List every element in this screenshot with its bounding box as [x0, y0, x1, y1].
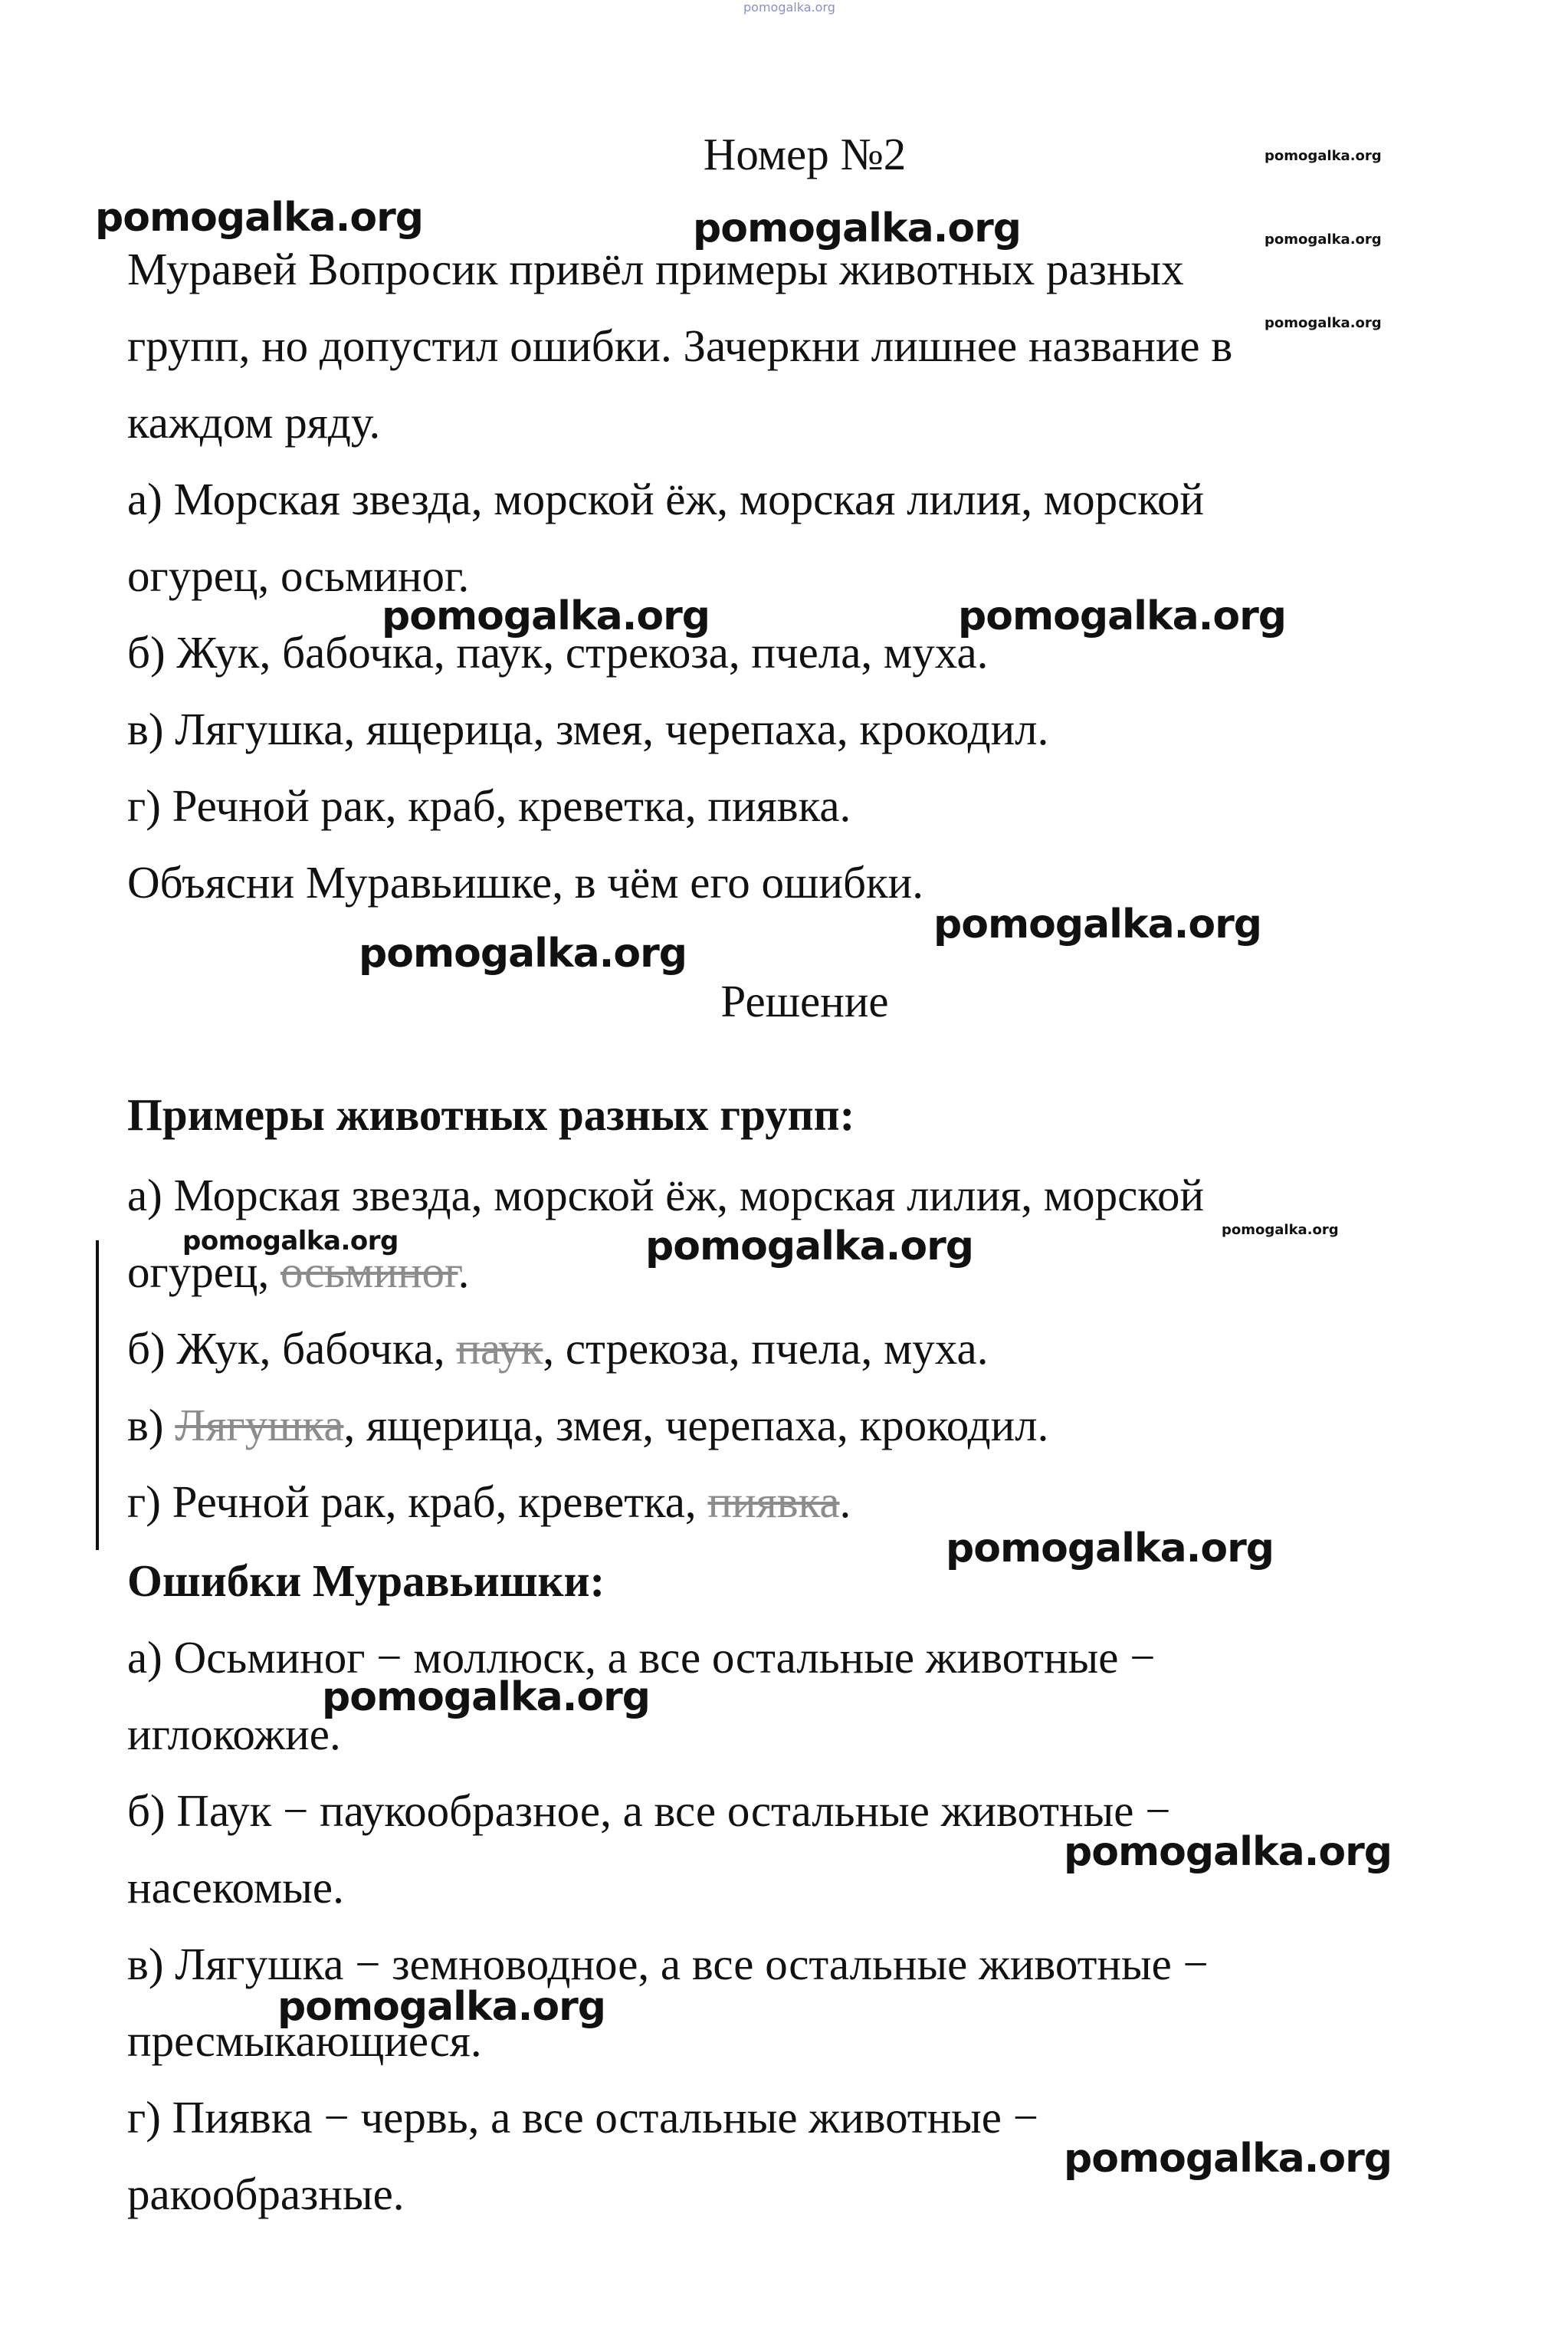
example-a-line1: а) Морская звезда, морской ёж, морская лилия, морской: [127, 1170, 1205, 1220]
watermark: pomogalka.org: [933, 901, 1262, 947]
task-item-a-cont: огурец, осьминог.: [127, 550, 470, 601]
struck-word-g: пиявка: [707, 1476, 840, 1527]
example-v-pre: в): [127, 1400, 175, 1450]
watermark: pomogalka.org: [693, 205, 1022, 251]
page-title: Номер №2: [703, 129, 907, 179]
errors-heading: Ошибки Муравьишки:: [127, 1555, 605, 1606]
margin-change-bar: [96, 1240, 99, 1550]
solution-title: Решение: [720, 976, 889, 1026]
task-line: групп, но допустил ошибки. Зачеркни лишнее название в: [127, 320, 1233, 371]
error-g: г) Пиявка − червь, а все остальные животные −: [127, 2092, 1039, 2143]
task-question: Объясни Муравьишке, в чём его ошибки.: [127, 857, 923, 908]
watermark: pomogalka.org: [645, 1223, 974, 1269]
error-a: а) Осьминог − моллюск, а все остальные животные −: [127, 1632, 1156, 1683]
watermark: pomogalka.org: [277, 1984, 606, 2030]
watermark: pomogalka.org: [946, 1525, 1274, 1571]
error-a-cont: иглокожие.: [127, 1709, 341, 1759]
watermark: pomogalka.org: [1064, 1829, 1393, 1875]
example-g-post: .: [839, 1476, 851, 1527]
watermark: pomogalka.org: [1265, 315, 1382, 331]
examples-heading: Примеры животных разных групп:: [127, 1089, 855, 1140]
example-a-pre: огурец,: [127, 1246, 280, 1297]
watermark: pomogalka.org: [382, 593, 710, 639]
task-item-b: б) Жук, бабочка, паук, стрекоза, пчела, муха.: [127, 627, 989, 678]
watermark: pomogalka.org: [1265, 148, 1382, 164]
error-g-cont: ракообразные.: [127, 2169, 405, 2219]
error-b-cont: насекомые.: [127, 1862, 344, 1913]
watermark: pomogalka.org: [1222, 1222, 1339, 1238]
task-item-g: г) Речной рак, краб, креветка, пиявка.: [127, 780, 851, 831]
task-item-v: в) Лягушка, ящерица, змея, черепаха, крокодил.: [127, 704, 1049, 754]
watermark: pomogalka.org: [1265, 232, 1382, 248]
struck-word-a: осьминог: [280, 1246, 458, 1297]
watermark: pomogalka.org: [322, 1674, 651, 1720]
error-v: в) Лягушка − земноводное, а все остальные животные −: [127, 1939, 1209, 1989]
example-g: [127, 1476, 851, 1527]
watermark: pomogalka.org: [95, 195, 424, 241]
example-v-post: , ящерица, змея, черепаха, крокодил.: [343, 1400, 1049, 1450]
watermark: pomogalka.org: [359, 931, 687, 977]
header-watermark: pomogalka.org: [743, 0, 835, 15]
example-g-pre: г) Речной рак, краб, креветка,: [127, 1476, 708, 1527]
struck-word-v: Лягушка: [175, 1400, 344, 1450]
task-line: Муравей Вопросик привёл примеры животных разных: [127, 244, 1184, 294]
error-v-cont: пресмыкающиеся.: [127, 2015, 482, 2066]
error-b: б) Паук − паукообразное, а все остальные животные −: [127, 1785, 1171, 1836]
watermark: pomogalka.org: [182, 1226, 399, 1256]
example-b-pre: б) Жук, бабочка,: [127, 1323, 457, 1374]
task-line: каждом ряду.: [127, 397, 381, 448]
example-a-post: .: [458, 1246, 470, 1297]
struck-word-b: паук: [456, 1323, 543, 1374]
example-b-post: , стрекоза, пчела, муха.: [543, 1323, 989, 1374]
example-v: [127, 1400, 1049, 1450]
task-item-a: а) Морская звезда, морской ёж, морская лилия, морской: [127, 474, 1205, 524]
watermark: pomogalka.org: [958, 593, 1287, 639]
watermark: pomogalka.org: [1064, 2136, 1393, 2182]
example-b: [127, 1323, 989, 1374]
